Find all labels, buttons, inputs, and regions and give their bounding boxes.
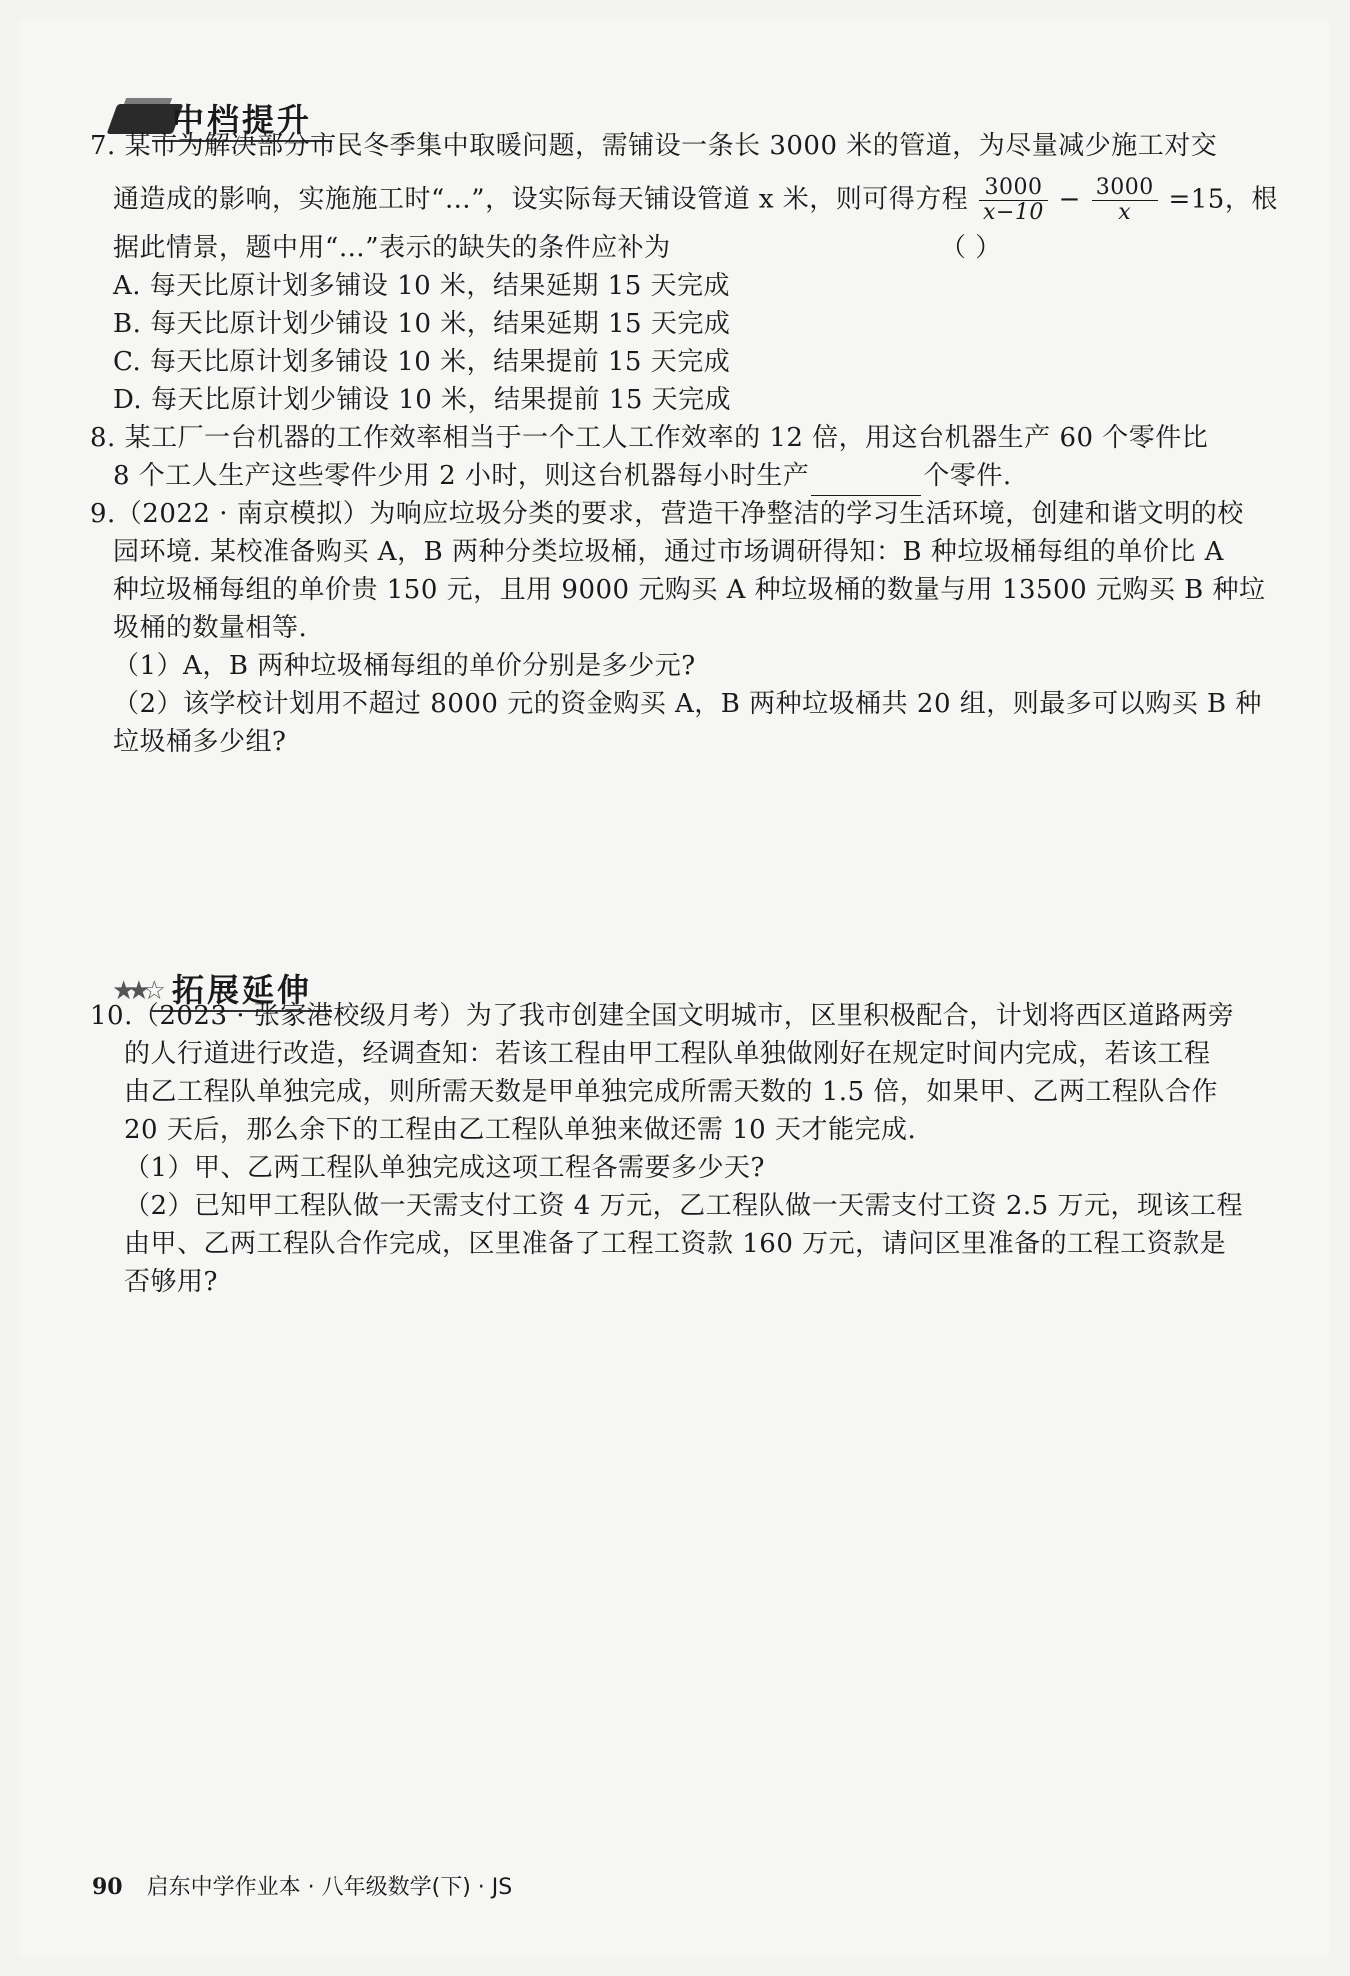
q10-subquestion-2: （2）已知甲工程队做一天需支付工资 4 万元，乙工程队做一天需支付工资 2.5 万元，现该工程 [124, 1191, 1243, 1221]
q9-subquestion-2-cont: 垃圾桶多少组? [113, 727, 287, 757]
q7-option-d: D. 每天比原计划少铺设 10 米，结果提前 15 天完成 [113, 385, 732, 415]
page-number: 90 [92, 1874, 123, 1900]
workbook-page [20, 20, 1330, 1956]
answer-parentheses: （ ） [940, 233, 1002, 263]
q7-line-3: 据此情景，题中用“…”表示的缺失的条件应补为 [113, 233, 671, 263]
q8-line-2 [113, 456, 1012, 496]
q10-line-3: 由乙工程队单独完成，则所需天数是甲单独完成所需天数的 1.5 倍，如果甲、乙两工程队合作 [124, 1077, 1218, 1107]
q7-option-b: B. 每天比原计划少铺设 10 米，结果延期 15 天完成 [113, 309, 731, 339]
fraction-2 [1092, 176, 1158, 225]
q8-line-2-end: 个零件. [923, 461, 1012, 491]
q8-line-2-text: 8 个工人生产这些零件少用 2 小时，则这台机器每小时生产 [113, 461, 810, 491]
q10-line-2: 的人行道进行改造，经调查知：若该工程由甲工程队单独做刚好在规定时间内完成，若该工程 [124, 1039, 1211, 1069]
fraction-2-numerator: 3000 [1092, 176, 1158, 201]
q7-option-c: C. 每天比原计划多铺设 10 米，结果提前 15 天完成 [113, 347, 731, 377]
q7-line-2-text: 通造成的影响，实施施工时“…”，设实际每天铺设管道 x 米，则可得方程 [113, 184, 969, 215]
q9-subquestion-1: （1）A，B 两种垃圾桶每组的单价分别是多少元? [113, 651, 696, 681]
fraction-2-denominator: x [1118, 200, 1132, 225]
page-footer [92, 1872, 512, 1903]
fraction-1 [979, 176, 1048, 225]
q7-line-1: 7. 某市为解决部分市民冬季集中取暖问题，需铺设一条长 3000 米的管道，为尽量减少施工对交 [90, 131, 1218, 161]
q10-line-4: 20 天后，那么余下的工程由乙工程队单独来做还需 10 天才能完成. [124, 1115, 917, 1145]
answer-blank [811, 467, 921, 496]
section-title: 拓展延伸 [172, 971, 313, 1009]
q9-line-4: 圾桶的数量相等. [113, 613, 308, 643]
q7-line-2-end: =15，根 [1168, 184, 1278, 215]
stars-icon: ★★☆ [112, 976, 158, 1006]
fraction-1-numerator: 3000 [979, 176, 1048, 201]
minus-sign: − [1058, 184, 1081, 215]
fraction-1-denominator: x−10 [983, 200, 1044, 225]
q9-line-2: 园环境. 某校准备购买 A，B 两种分类垃圾桶，通过市场调研得知：B 种垃圾桶每组的单价比 A [113, 537, 1224, 567]
book-title: 启东中学作业本 · 八年级数学(下) · JS [146, 1875, 513, 1900]
q10-subquestion-1: （1）甲、乙两工程队单独完成这项工程各需要多少天? [124, 1153, 765, 1183]
q7-line-2 [113, 176, 1278, 225]
q8-line-1: 8. 某工厂一台机器的工作效率相当于一个工人工作效率的 12 倍，用这台机器生产 60 个零件比 [90, 423, 1209, 453]
q9-line-1: 9.（2022 · 南京模拟）为响应垃圾分类的要求，营造干净整洁的学习生活环境，创建和谐文明的校 [90, 499, 1244, 529]
q9-subquestion-2: （2）该学校计划用不超过 8000 元的资金购买 A，B 两种垃圾桶共 20 组，则最多可以购买 B 种 [113, 689, 1262, 719]
q7-option-a: A. 每天比原计划多铺设 10 米，结果延期 15 天完成 [113, 271, 731, 301]
q9-line-3: 种垃圾桶每组的单价贵 150 元，且用 9000 元购买 A 种垃圾桶的数量与用 13500 元购买 B 种垃 [113, 575, 1266, 605]
q10-subquestion-2-end: 否够用? [124, 1267, 218, 1297]
q10-line-1: 10.（2023 · 张家港校级月考）为了我市创建全国文明城市，区里积极配合，计划将西区道路两旁 [90, 1001, 1235, 1031]
section-title: 中档提升 [172, 101, 313, 139]
q10-subquestion-2-cont: 由甲、乙两工程队合作完成，区里准备了工程工资款 160 万元，请问区里准备的工程工资款是 [124, 1229, 1227, 1259]
